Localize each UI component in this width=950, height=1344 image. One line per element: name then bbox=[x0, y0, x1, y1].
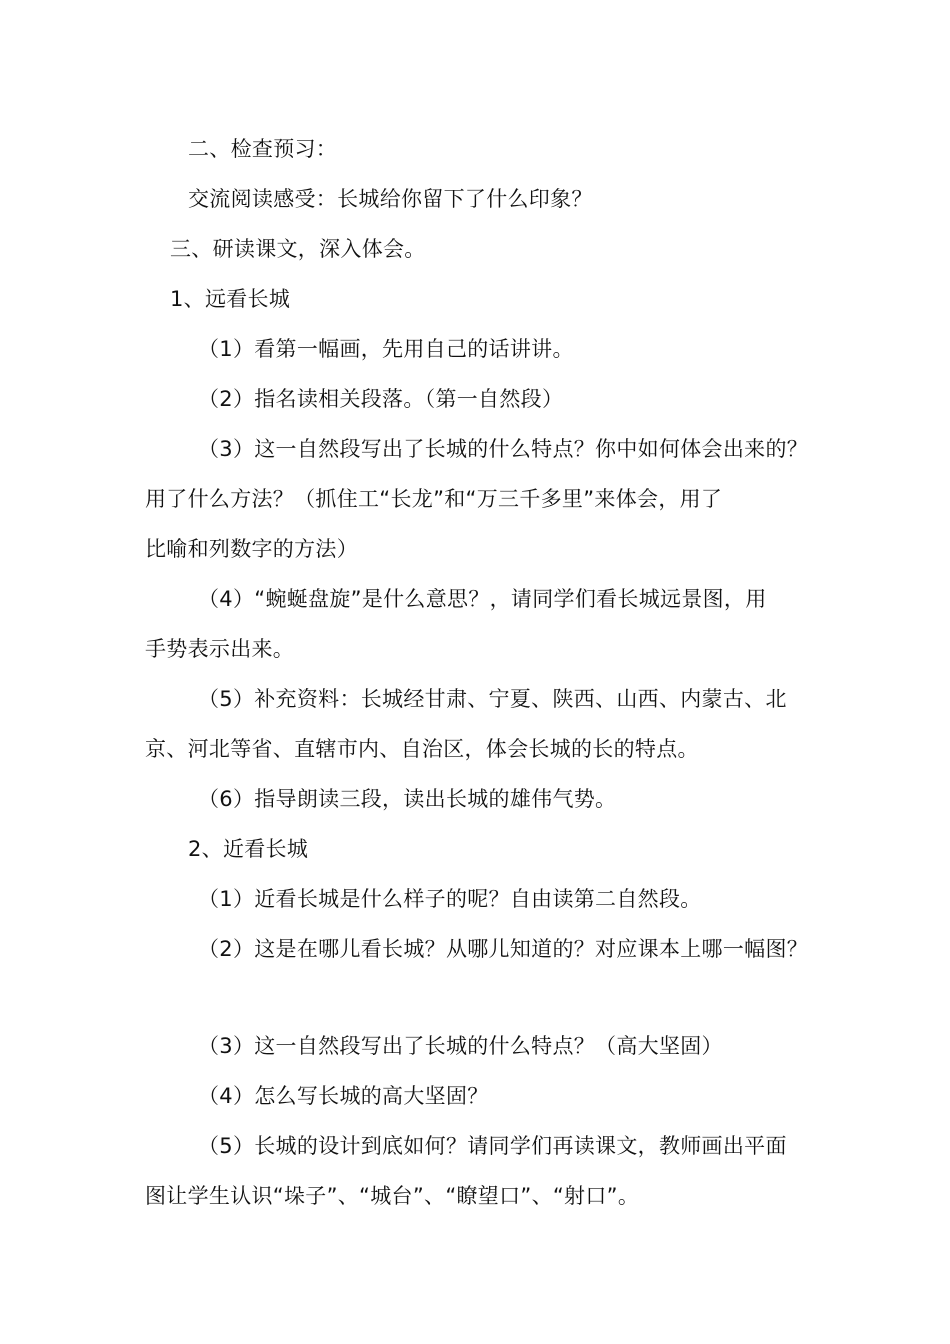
subsection-1-item-4-line-2: 手势表示出来。 bbox=[145, 637, 295, 661]
subsection-1-item-3-line-2: 用了什么方法？（抓住工“长龙”和“万三千多里”来体会，用了 bbox=[145, 487, 723, 511]
subsection-2-item-5-line-1: （5）长城的设计到底如何？请同学们再读课文，教师画出平面 bbox=[198, 1134, 787, 1158]
subsection-1-item-5-line-2: 京、河北等省、直辖市内、自治区，体会长城的长的特点。 bbox=[145, 737, 699, 761]
subsection-1-item-3-line-3: 比喻和列数字的方法） bbox=[145, 537, 358, 561]
subsection-2-item-4: （4）怎么写长城的高大坚固？ bbox=[198, 1084, 489, 1108]
section-heading-2: 二、检查预习： bbox=[188, 137, 338, 161]
section-2-prompt: 交流阅读感受：长城给你留下了什么印象？ bbox=[188, 187, 593, 211]
section-heading-3: 三、研读课文，深入体会。 bbox=[170, 237, 426, 261]
subsection-1-item-5-line-1: （5）补充资料：长城经甘肃、宁夏、陕西、山西、内蒙古、北 bbox=[198, 687, 787, 711]
subsection-2-item-3: （3）这一自然段写出了长城的什么特点？（高大坚固） bbox=[198, 1034, 723, 1058]
subsection-2-item-1: （1）近看长城是什么样子的呢？自由读第二自然段。 bbox=[198, 887, 702, 911]
subsection-2-item-2: （2）这是在哪儿看长城？从哪儿知道的？对应课本上哪一幅图？ bbox=[198, 937, 809, 961]
subsection-heading-2: 2、近看长城 bbox=[188, 837, 309, 861]
subsection-1-item-2: （2）指名读相关段落。（第一自然段） bbox=[198, 387, 564, 411]
subsection-heading-1: 1、远看长城 bbox=[170, 287, 291, 311]
subsection-1-item-6: （6）指导朗读三段，读出长城的雄伟气势。 bbox=[198, 787, 617, 811]
subsection-2-item-5-line-2: 图让学生认识“垛子”、“城台”、“瞭望口”、“射口”。 bbox=[145, 1184, 640, 1208]
subsection-1-item-4-line-1: （4）“蜿蜒盘旋”是什么意思？，请同学们看长城远景图，用 bbox=[198, 587, 767, 611]
subsection-1-item-3-line-1: （3）这一自然段写出了长城的什么特点？你中如何体会出来的？ bbox=[198, 437, 809, 461]
subsection-1-item-1: （1）看第一幅画，先用自己的话讲讲。 bbox=[198, 337, 574, 361]
